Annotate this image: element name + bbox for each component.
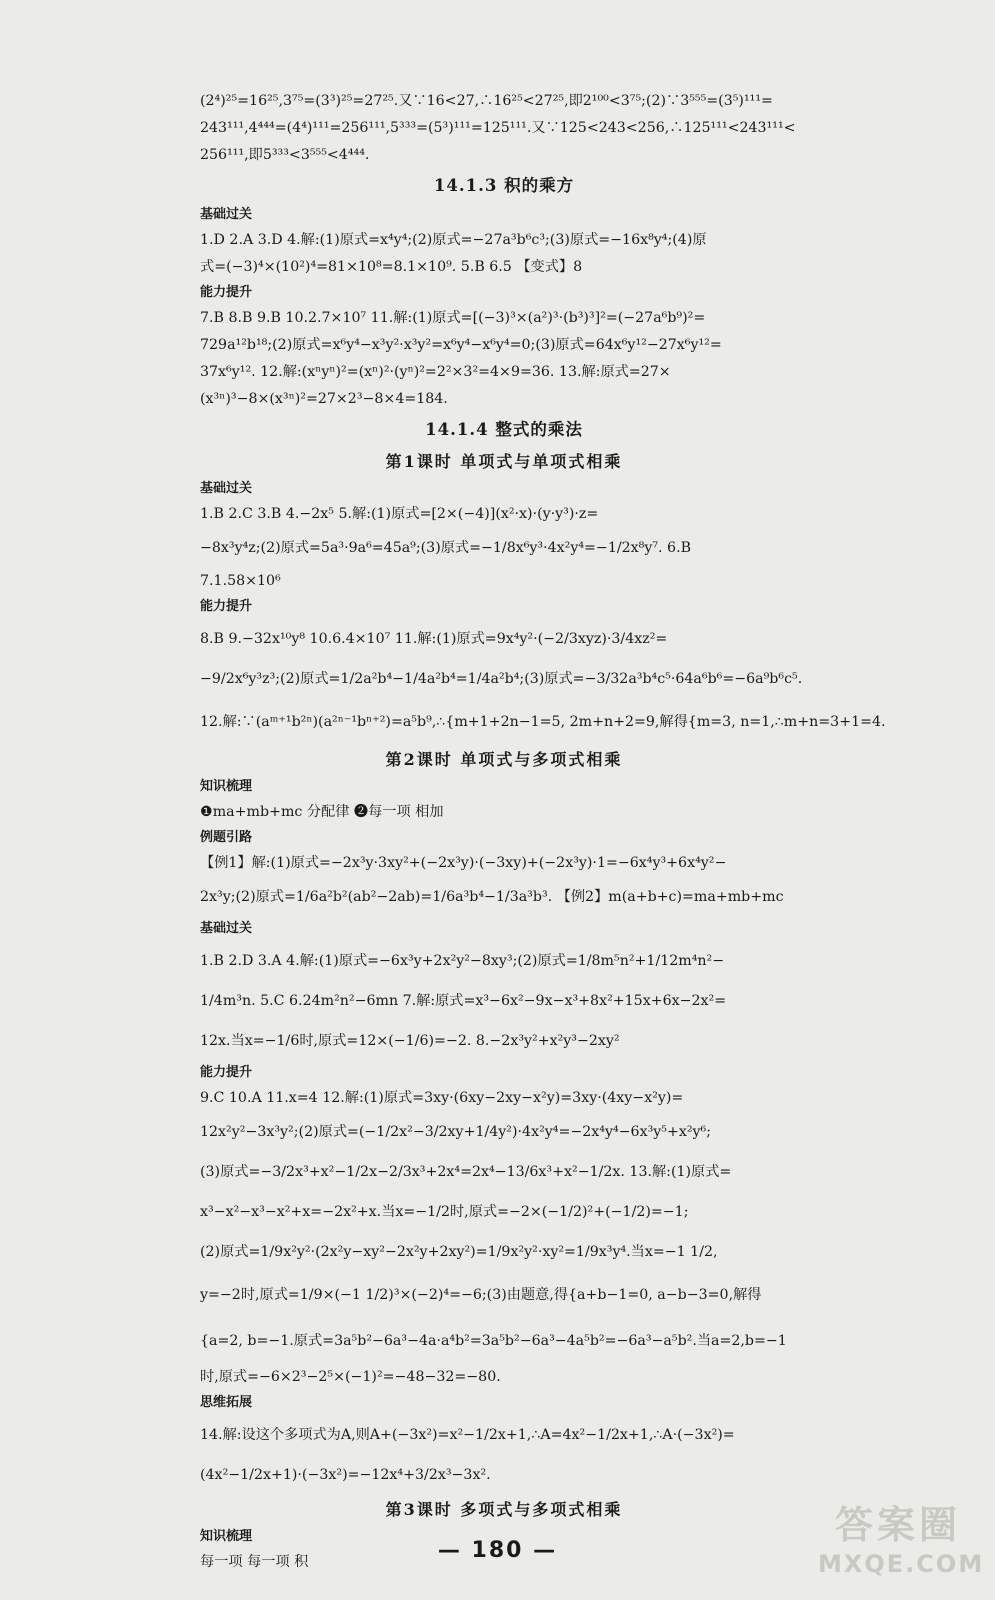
- text-line: 1/4m³n. 5.C 6.24m²n²−6mn 7.解:原式=x³−6x²−9x−x³+8x²+15x+6x−2x²=: [200, 993, 727, 1009]
- label-nengli: 能力提升: [200, 1065, 253, 1080]
- text-line: −8x³y⁴z;(2)原式=5a³·9a⁶=45a⁹;(3)原式=−1/8x⁶y³·4x²y⁴=−1/2x⁸y⁷. 6.B: [200, 540, 692, 556]
- text-line: 时,原式=−6×2³−2⁵×(−1)²=−48−32=−80.: [200, 1369, 501, 1385]
- text-line: 12.解:∵(aᵐ⁺¹b²ⁿ)(a²ⁿ⁻¹bⁿ⁺²)=a⁵b⁹,∴{m+1+2n−1=5, 2m+n+2=9,解得{m=3, n=1,∴m+n=3+1=4.: [200, 714, 886, 730]
- text-line: ❶ma+mb+mc 分配律 ❷每一项 相加: [200, 804, 444, 820]
- text-line: 7.B 8.B 9.B 10.2.7×10⁷ 11.解:(1)原式=[(−3)³×(a²)³·(b³)³]²=(−27a⁶b⁹)²=: [200, 310, 706, 326]
- label-zhishi: 知识梳理: [200, 779, 253, 794]
- text-line: 式=(−3)⁴×(10²)⁴=81×10⁸=8.1×10⁹. 5.B 6.5 【变式】8: [200, 259, 583, 275]
- label-jichu: 基础过关: [200, 921, 253, 936]
- text-line: 【例1】解:(1)原式=−2x³y·3xy²+(−2x³y)·(−3xy)+(−2x³y)·1=−6x⁴y³+6x⁴y²−: [200, 855, 727, 871]
- label-nengli: 能力提升: [200, 285, 253, 300]
- text-line: 1.B 2.D 3.A 4.解:(1)原式=−6x³y+2x²y²−8xy³;(2)原式=1/8m⁵n²+1/12m⁴n²−: [200, 953, 725, 969]
- text-line: (4x²−1/2x+1)·(−3x²)=−12x⁴+3/2x³−3x².: [200, 1467, 491, 1483]
- text-line: x³−x²−x³−x²+x=−2x²+x.当x=−1/2时,原式=−2×(−1/2)²+(−1/2)=−1;: [200, 1204, 689, 1220]
- label-liti: 例题引路: [200, 830, 253, 845]
- text-line: 每一项 每一项 积: [200, 1554, 309, 1570]
- text-line: 8.B 9.−32x¹⁰y⁸ 10.6.4×10⁷ 11.解:(1)原式=9x⁴y²·(−2/3xyz)·3/4xz²=: [200, 631, 668, 647]
- answer-page: [200, 88, 886, 1576]
- text-line: 256¹¹¹,即5³³³<3⁵⁵⁵<4⁴⁴⁴.: [200, 147, 370, 163]
- label-zhishi: 知识梳理: [200, 1529, 253, 1544]
- text-line: 12x.当x=−1/6时,原式=12×(−1/6)=−2. 8.−2x³y²+x²y³−2xy²: [200, 1033, 620, 1049]
- text-line: (2)原式=1/9x²y²·(2x²y−xy²−2x²y+2xy²)=1/9x²y²·xy²=1/9x³y⁴.当x=−1 1/2,: [200, 1244, 718, 1260]
- watermark-text: 答案圈: [834, 1503, 961, 1547]
- text-line: (2⁴)²⁵=16²⁵,3⁷⁵=(3³)²⁵=27²⁵.又∵16<27,∴16²⁵<27²⁵,即2¹⁰⁰<3⁷⁵;(2)∵3⁵⁵⁵=(3⁵)¹¹¹=: [200, 93, 773, 109]
- text-line: {a=2, b=−1.原式=3a⁵b²−6a³−4a·a⁴b²=3a⁵b²−6a³−4a⁵b²=−6a³−a⁵b².当a=2,b=−1: [200, 1333, 787, 1349]
- lesson-title-2: 第2课时 单项式与多项式相乘: [385, 750, 623, 769]
- text-line: 729a¹²b¹⁸;(2)原式=x⁶y⁴−x³y²·x³y²=x⁶y⁴−x⁶y⁴=0;(3)原式=64x⁶y¹²−27x⁶y¹²=: [200, 337, 722, 353]
- lesson-title-3: 第3课时 多项式与多项式相乘: [385, 1500, 623, 1519]
- watermark-url: MXQE.COM: [818, 1550, 985, 1578]
- text-line: (3)原式=−3/2x³+x²−1/2x−2/3x³+2x⁴=2x⁴−13/6x³+x²−1/2x. 13.解:(1)原式=: [200, 1164, 732, 1180]
- text-line: (x³ⁿ)³−8×(x³ⁿ)²=27×2³−8×4=184.: [200, 391, 448, 407]
- text-line: 7.1.58×10⁶: [200, 573, 281, 589]
- text-line: 243¹¹¹,4⁴⁴⁴=(4⁴)¹¹¹=256¹¹¹,5³³³=(5³)¹¹¹=125¹¹¹.又∵125<243<256,∴125¹¹¹<243¹¹¹<: [200, 120, 796, 136]
- label-jichu: 基础过关: [200, 481, 253, 496]
- text-line: 2x³y;(2)原式=1/6a²b²(ab²−2ab)=1/6a³b⁴−1/3a³b³. 【例2】m(a+b+c)=ma+mb+mc: [200, 889, 784, 905]
- text-line: −9/2x⁶y³z³;(2)原式=1/2a²b⁴−1/4a²b⁴=1/4a²b⁴;(3)原式=−3/32a³b⁴c⁵·64a⁶b⁶=−6a⁹b⁶c⁵.: [200, 671, 803, 687]
- label-jichu: 基础过关: [200, 207, 253, 222]
- page-number: — 180 —: [437, 1538, 558, 1563]
- text-line: 14.解:设这个多项式为A,则A+(−3x²)=x²−1/2x+1,∴A=4x²−1/2x+1,∴A·(−3x²)=: [200, 1427, 735, 1443]
- text-line: 37x⁶y¹². 12.解:(xⁿyⁿ)²=(xⁿ)²·(yⁿ)²=2²×3²=4×9=36. 13.解:原式=27×: [200, 364, 671, 380]
- text-line: 9.C 10.A 11.x=4 12.解:(1)原式=3xy·(6xy−2xy−x²y)=3xy·(4xy−x²y)=: [200, 1090, 684, 1106]
- watermark-logo: [818, 1500, 985, 1586]
- text-line: 12x²y²−3x³y²;(2)原式=(−1/2x²−3/2xy+1/4y²)·4x²y⁴=−2x⁴y⁴−6x³y⁵+x²y⁶;: [200, 1124, 712, 1140]
- section-title-14-1-4: 14.1.4 整式的乘法: [425, 420, 583, 439]
- label-nengli: 能力提升: [200, 599, 253, 614]
- label-siwei: 思维拓展: [200, 1395, 253, 1410]
- lesson-title-1: 第1课时 单项式与单项式相乘: [385, 452, 623, 471]
- text-line: 1.B 2.C 3.B 4.−2x⁵ 5.解:(1)原式=[2×(−4)](x²·x)·(y·y³)·z=: [200, 506, 599, 522]
- text-line: 1.D 2.A 3.D 4.解:(1)原式=x⁴y⁴;(2)原式=−27a³b⁶c³;(3)原式=−16x⁸y⁴;(4)原: [200, 232, 707, 248]
- text-line: y=−2时,原式=1/9×(−1 1/2)³×(−2)⁴=−6;(3)由题意,得{a+b−1=0, a−b−3=0,解得: [200, 1287, 762, 1303]
- section-title-14-1-3: 14.1.3 积的乘方: [433, 176, 575, 195]
